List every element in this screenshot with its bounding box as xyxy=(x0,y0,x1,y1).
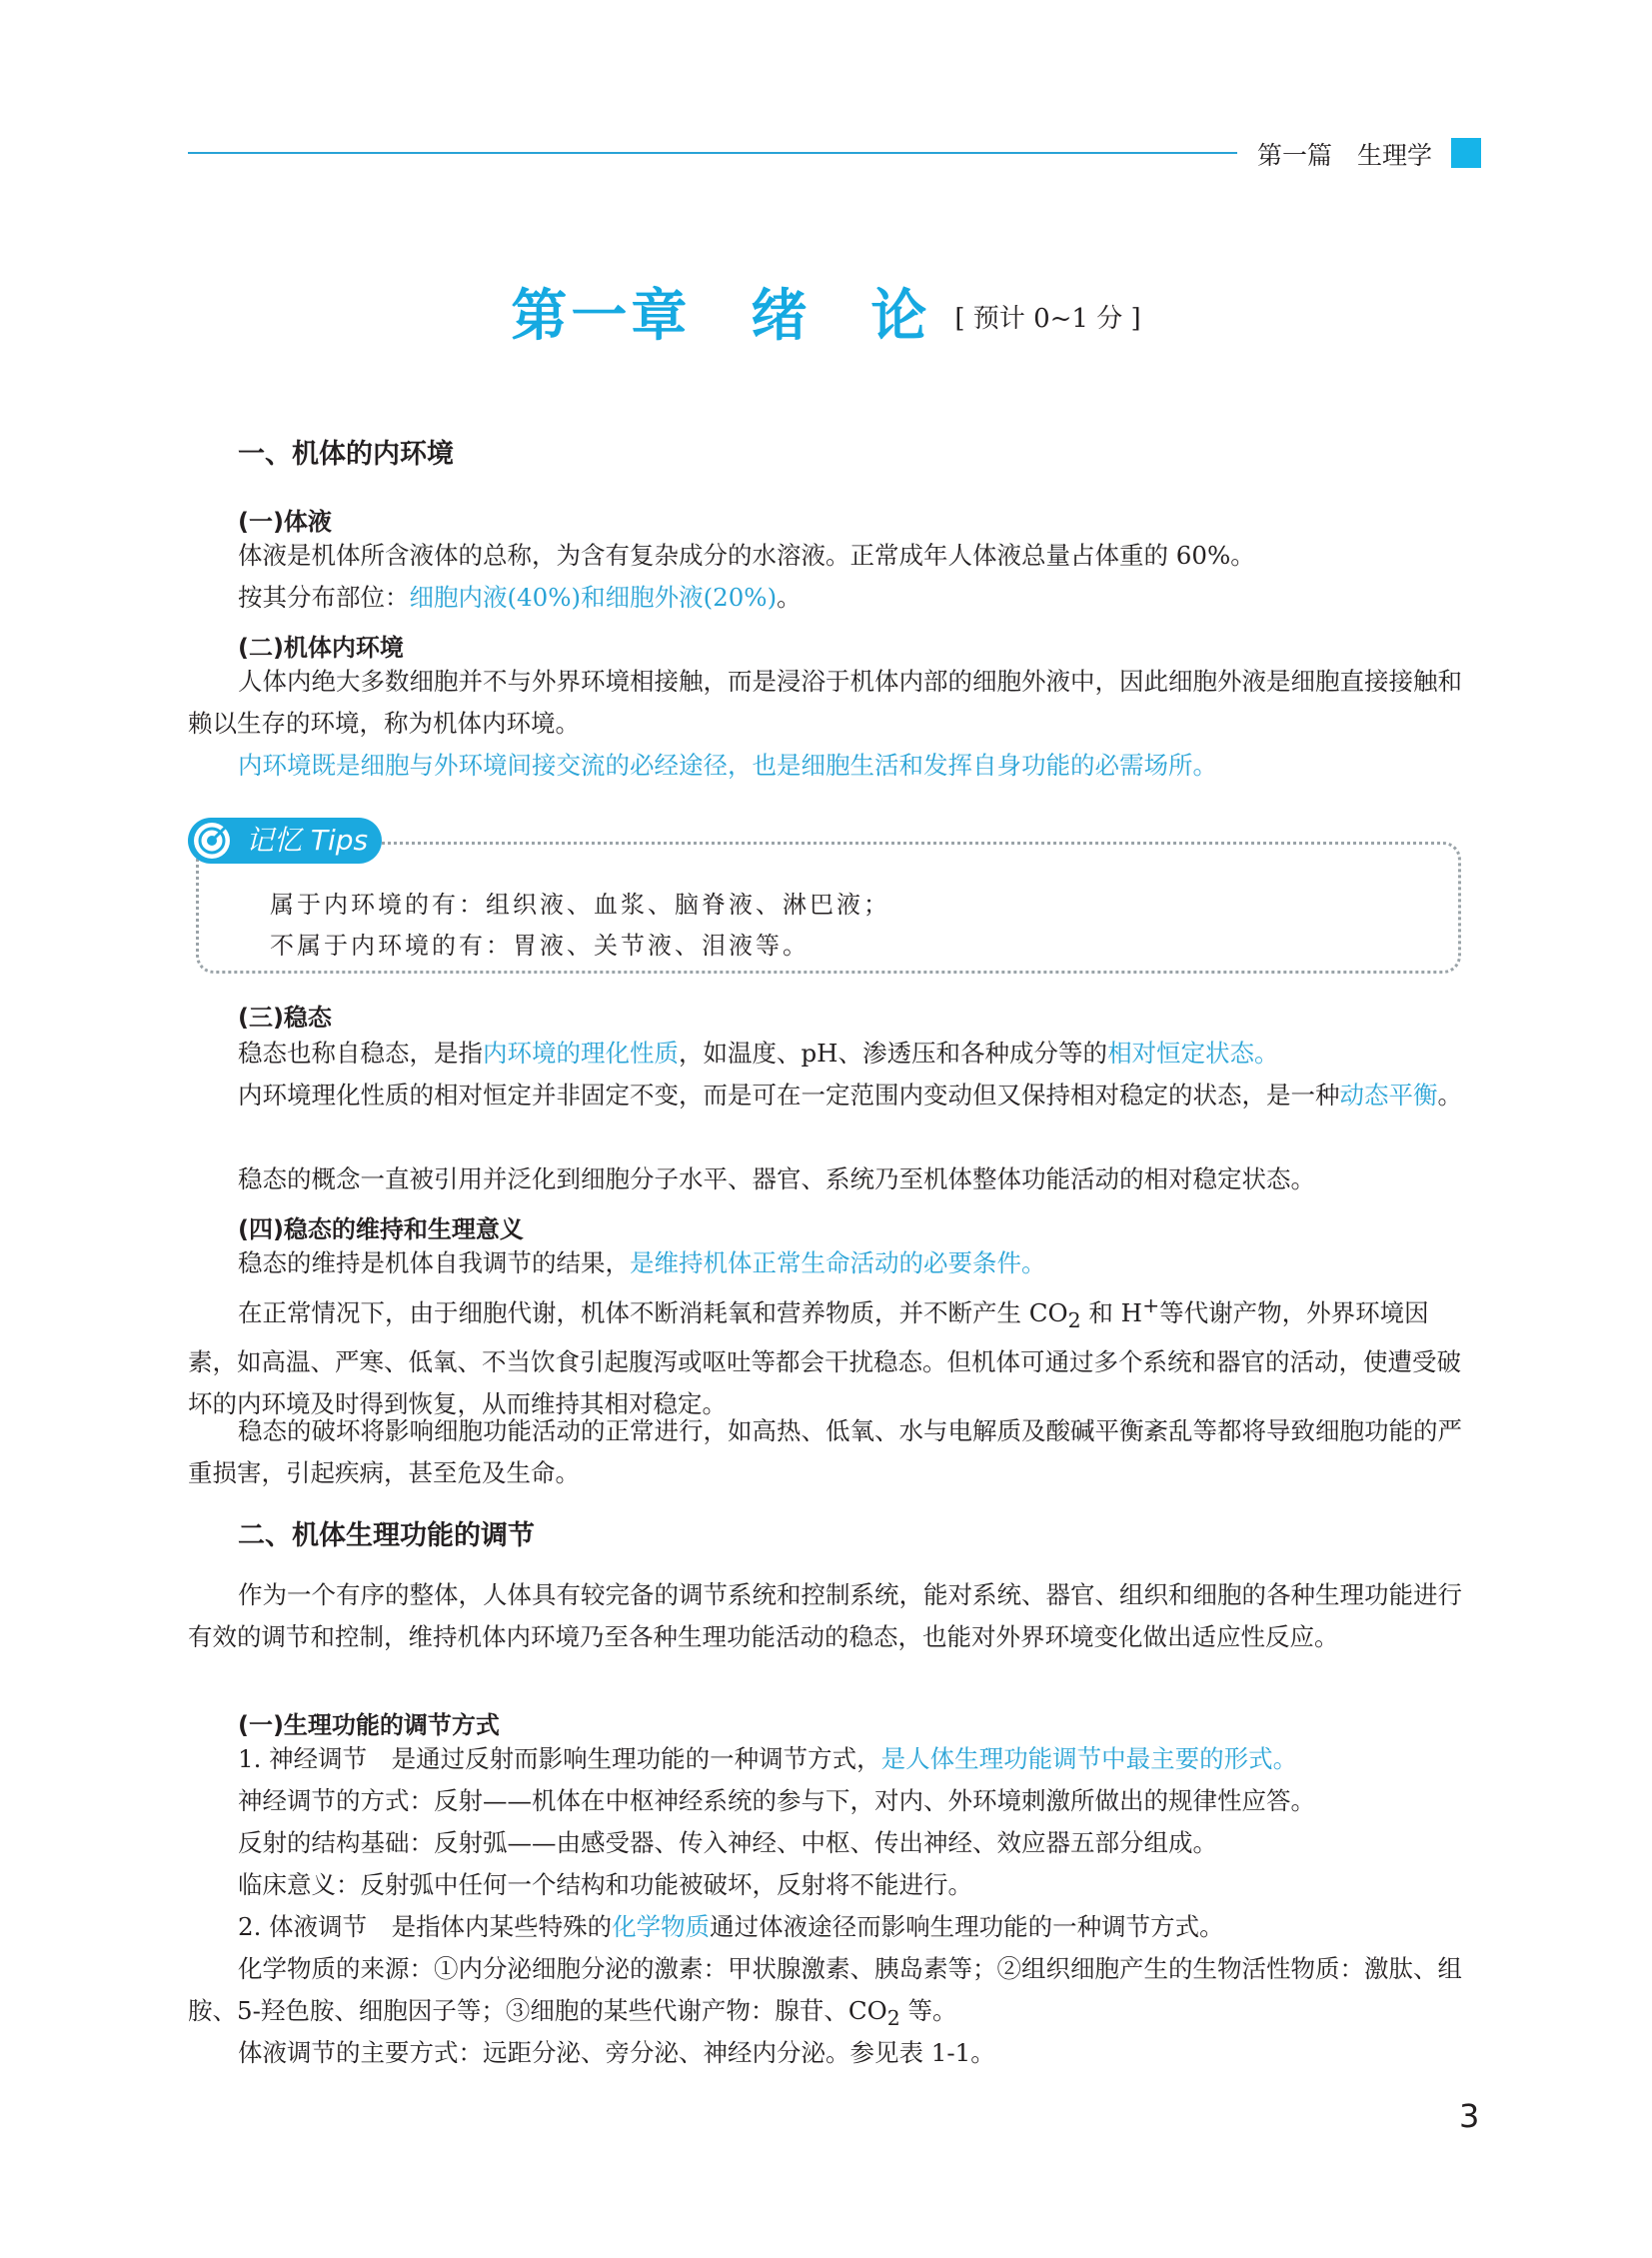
header-square-mark xyxy=(1451,138,1481,168)
section-heading-2: 二、机体生理功能的调节 xyxy=(238,1520,535,1551)
paragraph: 稳态的破坏将影响细胞功能活动的正常进行，如高热、低氧、水与电解质及酸碱平衡紊乱等都将导致细胞功能的严重损害，引起疾病，甚至危及生命。 xyxy=(188,1416,1462,1487)
subsection-heading: (二)机体内环境 xyxy=(238,634,404,662)
subsection-heading: (三)稳态 xyxy=(238,1004,332,1032)
paragraph: 稳态的概念一直被引用并泛化到细胞分子水平、器官、系统乃至机体整体功能活动的相对稳定状态。 xyxy=(238,1164,1315,1193)
highlight-text: 相对恒定状态。 xyxy=(1107,1039,1279,1068)
paragraph: 在正常情况下，由于细胞代谢，机体不断消耗氧和营养物质，并不断产生 $CO_2$ 和 H+等代谢产物，外界环境因素，如高温、严寒、低氧、不当饮食引起腹泻或呕吐等都会干扰稳态。但机体可通过多个系统和器官的活动，使遭受破坏的内环境及时得到恢复，从而维持其相对稳定。 xyxy=(188,1293,1461,1419)
paragraph: 按其分布部位：细胞内液(40%)和细胞外液(20%)。 xyxy=(238,583,802,612)
paragraph: 作为一个有序的整体，人体具有较完备的调节系统和控制系统，能对系统、器官、组织和细胞的各种生理功能进行有效的调节和控制，维持机体内环境乃至各种生理功能活动的稳态，也能对外界环境变化做出适应性反应。 xyxy=(188,1580,1462,1651)
header-rule xyxy=(188,152,1237,154)
paragraph: 反射的结构基础：反射弧——由感受器、传入神经、中枢、传出神经、效应器五部分组成。 xyxy=(238,1828,1217,1857)
page-number: 3 xyxy=(1459,2097,1480,2135)
header-section-title: 第一篇 生理学 xyxy=(1257,141,1433,170)
paragraph: 稳态的维持是机体自我调节的结果，是维持机体正常生命活动的必要条件。 xyxy=(238,1248,1046,1277)
paragraph: 化学物质的来源：①内分泌细胞分泌的激素：甲状腺激素、胰岛素等；②组织细胞产生的生物活性物质：激肽、组胺、5-羟色胺、细胞因子等；③细胞的某些代谢产物：腺苷、$CO_2$ 等。 xyxy=(188,1954,1462,2030)
tips-line: 不属于内环境的有：胃液、关节液、泪液等。 xyxy=(270,932,810,960)
section-heading-1: 一、机体的内环境 xyxy=(238,439,454,470)
paragraph: 临床意义：反射弧中任何一个结构和功能被破坏，反射将不能进行。 xyxy=(238,1870,972,1899)
tips-line: 属于内环境的有：组织液、血浆、脑脊液、淋巴液； xyxy=(270,891,890,919)
memory-tips-badge xyxy=(188,818,382,864)
subsection-heading: (一)生理功能的调节方式 xyxy=(238,1711,500,1739)
paragraph: 1. 神经调节 是通过反射而影响生理功能的一种调节方式，是人体生理功能调节中最主要的形式。 xyxy=(238,1744,1298,1773)
paragraph: 体液调节的主要方式：远距分泌、旁分泌、神经内分泌。参见表 1-1。 xyxy=(238,2038,995,2067)
highlight-text: 是维持机体正常生命活动的必要条件。 xyxy=(630,1248,1046,1277)
paragraph: 2. 体液调节 是指体内某些特殊的化学物质通过体液途径而影响生理功能的一种调节方式。 xyxy=(238,1912,1224,1941)
paragraph: 神经调节的方式：反射——机体在中枢神经系统的参与下，对内、外环境刺激所做出的规律性应答。 xyxy=(238,1786,1315,1815)
subsection-heading: (一)体液 xyxy=(238,508,332,536)
highlight-text: 是人体生理功能调节中最主要的形式。 xyxy=(880,1744,1298,1773)
highlight-text: 化学物质 xyxy=(612,1912,711,1941)
chapter-heading xyxy=(0,272,1652,352)
paragraph: 稳态也称自稳态，是指内环境的理化性质，如温度、pH、渗透压和各种成分等的相对恒定状态。 xyxy=(238,1039,1279,1068)
chapter-score-note: [ 预计 0~1 分 ] xyxy=(954,304,1141,334)
highlight-paragraph: 内环境既是细胞与外环境间接交流的必经途径，也是细胞生活和发挥自身功能的必需场所。 xyxy=(238,751,1217,780)
paragraph: 体液是机体所含液体的总称，为含有复杂成分的水溶液。正常成年人体液总量占体重的 60%。 xyxy=(238,541,1255,570)
paragraph: 人体内绝大多数细胞并不与外界环境相接触，而是浸浴于机体内部的细胞外液中，因此细胞外液是细胞直接接触和赖以生存的环境，称为机体内环境。 xyxy=(188,667,1462,738)
subsection-heading: (四)稳态的维持和生理意义 xyxy=(238,1215,524,1243)
highlight-text: 动态平衡 xyxy=(1339,1081,1438,1110)
highlight-text: 内环境的理化性质 xyxy=(483,1039,679,1068)
target-icon xyxy=(192,821,232,861)
highlight-text: 细胞内液(40%)和细胞外液(20%) xyxy=(409,583,778,612)
chapter-title: 第一章 绪 论 xyxy=(511,284,931,349)
paragraph: 内环境理化性质的相对恒定并非固定不变，而是可在一定范围内变动但又保持相对稳定的状态，是一种动态平衡。 xyxy=(238,1081,1462,1110)
memory-tips-label: 记忆 Tips xyxy=(246,824,369,857)
